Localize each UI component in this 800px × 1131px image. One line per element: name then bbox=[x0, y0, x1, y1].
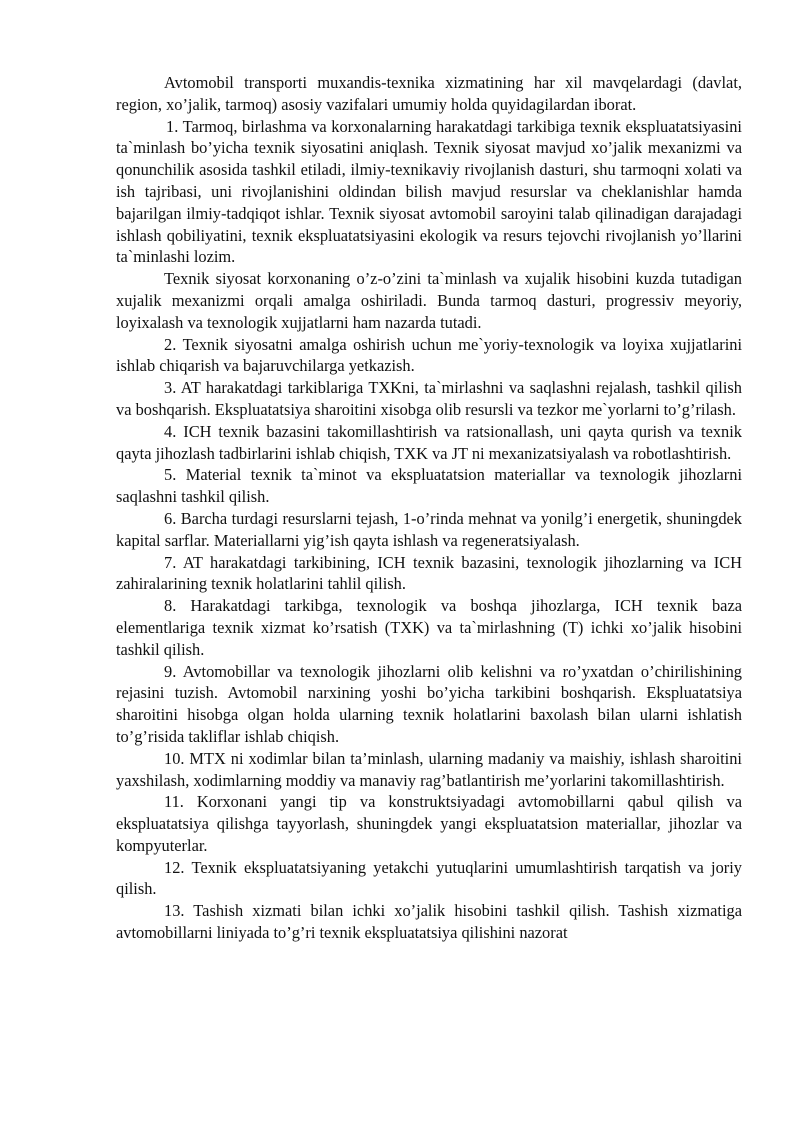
list-item-7: 7. AT harakatdagi tarkibining, ICH texnik bazasini, texnologik jihozlarning va ICH zahiralarining texnik holatlarini tahlil qilish. bbox=[116, 552, 742, 594]
list-item-2: 2. Texnik siyosatni amalga oshirish uchun me`yoriy-texnologik va loyixa xujjatlarini ishlab chiqarish va bajaruvchilarga yetkazish. bbox=[116, 334, 742, 376]
list-item-10: 10. MTX ni xodimlar bilan ta’minlash, ularning madaniy va maishiy, ishlash sharoitini yaxshilash, xodimlarning moddiy va manaviy rag’batlantirish me’yorlarini takomillashtirish. bbox=[116, 748, 742, 790]
list-item-12: 12. Texnik ekspluatatsiyaning yetakchi yutuqlarini umumlashtirish tarqatish va joriy qilish. bbox=[116, 857, 742, 899]
list-item-5: 5. Material texnik ta`minot va ekspluatatsion materiallar va texnologik jihozlarni saqlashni tashkil qilish. bbox=[116, 465, 742, 507]
document-page bbox=[116, 72, 742, 944]
list-item-8: 8. Harakatdagi tarkibga, texnologik va boshqa jihozlarga, ICH texnik baza elementlariga texnik xizmat ko’rsatish (TXK) va ta`mirlashning (T) ichki xo’jalik hisobini tashkil qilish. bbox=[116, 596, 742, 659]
intro-paragraph: Avtomobil transporti muxandis-texnika xizmatining har xil mavqelardagi (davlat, region, xo’jalik, tarmoq) asosiy vazifalari umumiy holda quyidagilardan iborat. bbox=[116, 73, 742, 114]
list-item-11: 11. Korxonani yangi tip va konstruktsiyadagi avtomobillarni qabul qilish va ekspluatatsiya qilishga tayyorlash, shuningdek yangi ekspluatatsion materiallar, jihozlar va kompyuterlar. bbox=[116, 792, 742, 855]
list-item-13: 13. Tashish xizmati bilan ichki xo’jalik hisobini tashkil qilish. Tashish xizmatiga avtomobillarni liniyada to’g’ri texnik ekspluatatsiya qilishini nazorat bbox=[116, 901, 742, 943]
policy-paragraph: Texnik siyosat korxonaning o’z-o’zini ta`minlash va xujalik hisobini kuzda tutadigan xujalik mexanizmi orqali amalga oshiriladi. Bunda tarmoq dasturi, progressiv meyoriy, loyixalash va texnologik xujjatlarni ham nazarda tutadi. bbox=[116, 269, 742, 332]
list-item-3: 3. AT harakatdagi tarkiblariga TXKni, ta`mirlashni va saqlashni rejalash, tashkil qilish va boshqarish. Ekspluatatsiya sharoitini xisobga olib resursli va tezkor me`yorlarni to’g’rilash. bbox=[116, 378, 742, 419]
list-item-9: 9. Avtomobillar va texnologik jihozlarni olib kelishni va ro’yxatdan o’chirilishining rejasini tuzish. Avtomobil narxining yoshi bo’yicha tarkibini boshqarish. Ekspluatatsiya sharoitini hisobga olgan holda ularning texnik holatlarini baxolash bilan ularni ishlatish to’g’risida takliflar ishlab chiqish. bbox=[116, 661, 742, 746]
list-item-6: 6. Barcha turdagi resurslarni tejash, 1-o’rinda mehnat va yonilg’i energetik, shuningdek kapital sarflar. Materiallarni yig’ish qayta ishlash va regeneratsiyalash. bbox=[116, 508, 742, 550]
list-item-4: 4. ICH texnik bazasini takomillashtirish va ratsionallash, uni qayta qurish va texnik qayta jihozlash tadbirlarini ishlab chiqish, TXK va JT ni mexanizatsiyalash va robotlashtirish. bbox=[116, 421, 742, 463]
list-item-1: 1. Tarmoq, birlashma va korxonalarning harakatdagi tarkibiga texnik ekspluatatsiyasini ta`minlash bo’yicha texnik siyosatini aniqlash. Texnik siyosat mavjud xo’jalik mexanizmi va qonunchilik asosida tashkil etiladi, ilmiy-texnikaviy rivojlanish dasturi, shu tarmoqni xolati va ish tajribasi, uni rivojlanishini oldindan bilish mavjud resurslar va cheklanishlar hamda bajarilgan ilmiy-tadqiqot ishlar. Texnik siyosat avtomobil saroyini talab qilinadigan darajadagi ishlash qobiliyatini, texnik ekspluatatsiyasini ekologik va resurs tejovchi rivojlanish yo’llarini ta`minlashi lozim. bbox=[116, 116, 742, 267]
